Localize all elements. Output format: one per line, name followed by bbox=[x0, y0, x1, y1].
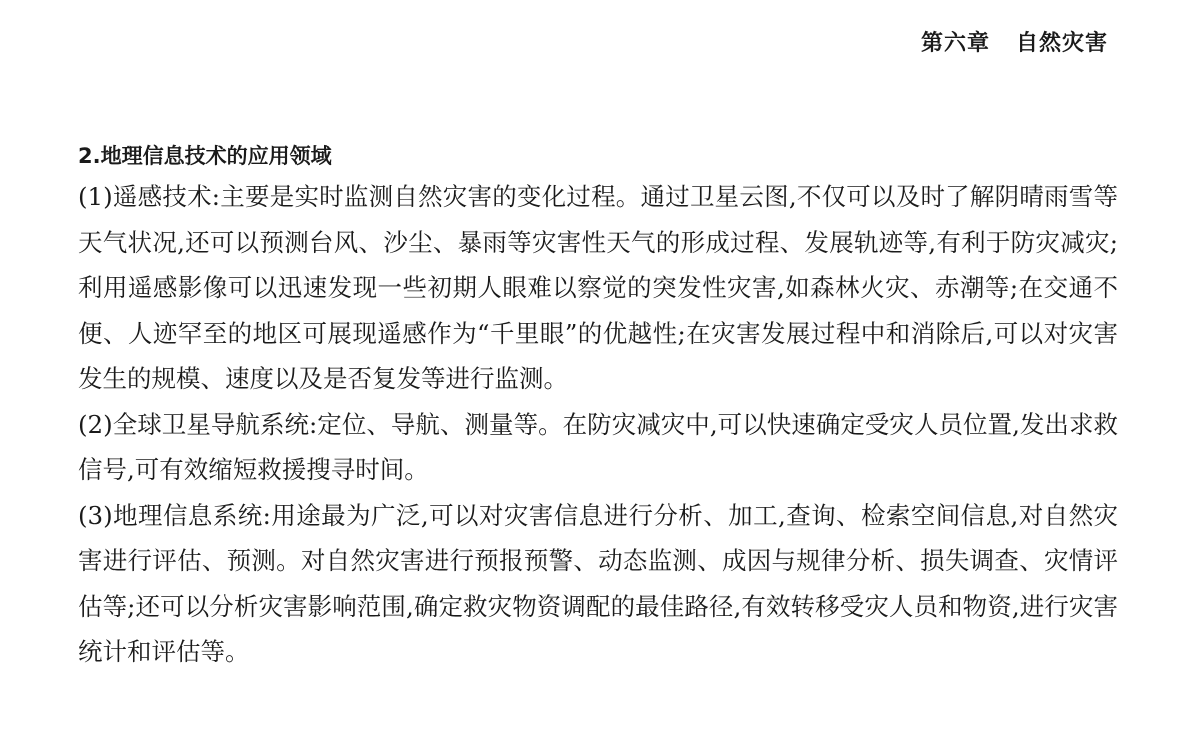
chapter-title: 自然灾害 bbox=[1015, 31, 1108, 56]
paragraph-remote-sensing: (1)遥感技术:主要是实时监测自然灾害的变化过程。通过卫星云图,不仅可以及时了解阴晴雨雪等天气状况,还可以预测台风、沙尘、暴雨等灾害性天气的形成过程、发展轨迹等,有利于防灾减灾;利用遥感影像可以迅速发现一些初期人眼难以察觉的突发性灾害,如森林火灾、赤潮等;在交通不便、人迹罕至的地区可展现遥感作为“千里眼”的优越性;在灾害发展过程中和消除后,可以对灾害发生的规模、速度以及是否复发等进行监测。 bbox=[78, 182, 1118, 393]
paragraph-satellite-navigation: (2)全球卫星导航系统:定位、导航、测量等。在防灾减灾中,可以快速确定受灾人员位置,发出求救信号,可有效缩短救援搜寻时间。 bbox=[78, 409, 1118, 484]
chapter-number: 第六章 bbox=[920, 31, 990, 56]
section-heading: 2.地理信息技术的应用领域 bbox=[78, 144, 332, 168]
paragraph-gis: (3)地理信息系统:用途最为广泛,可以对灾害信息进行分析、加工,查询、检索空间信息,对自然灾害进行评估、预测。对自然灾害进行预报预警、动态监测、成因与规律分析、损失调查、灾情评估等;还可以分析灾害影响范围,确定救灾物资调配的最佳路径,有效转移受灾人员和物资,进行灾害统计和评估等。 bbox=[78, 500, 1118, 666]
section-content bbox=[78, 138, 1118, 675]
running-header bbox=[921, 26, 1108, 57]
